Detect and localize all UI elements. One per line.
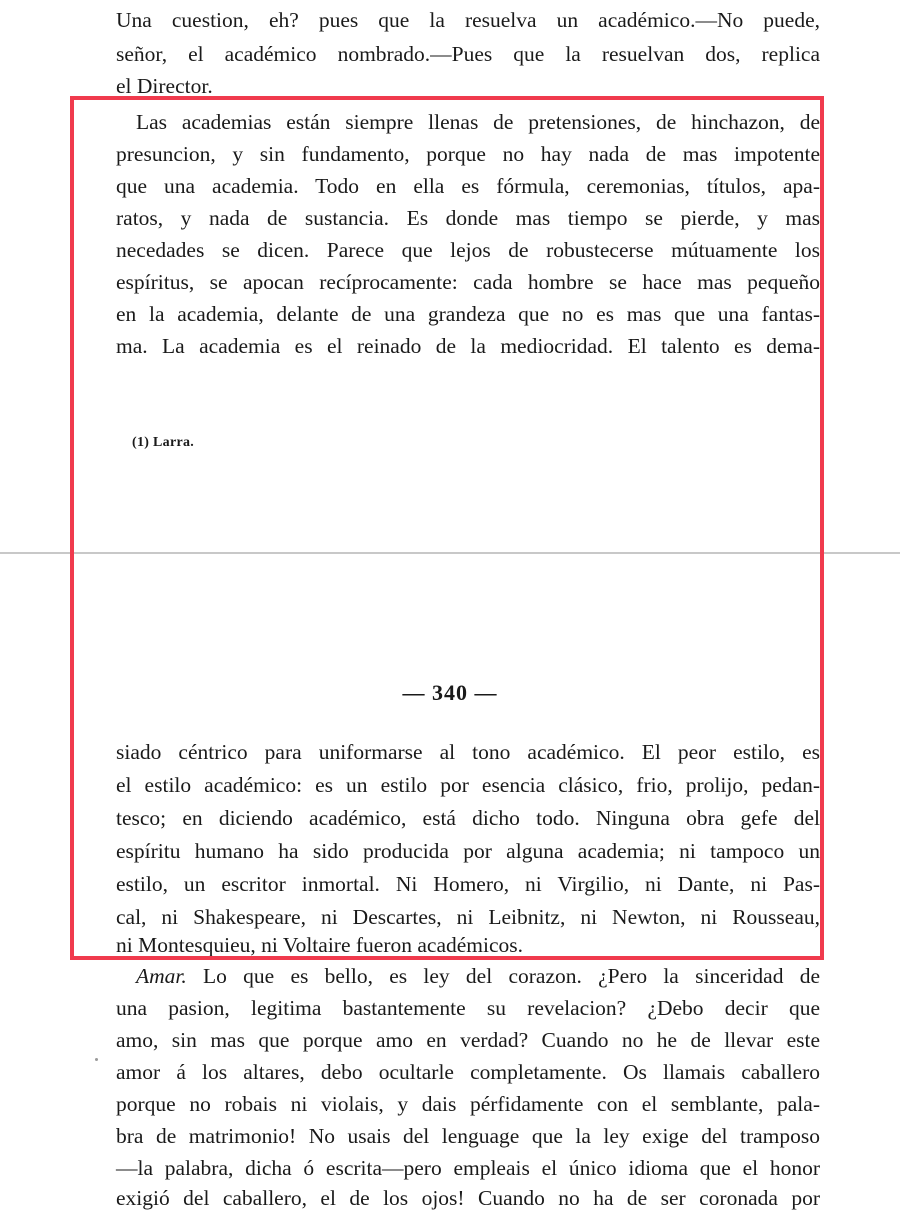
text-line: amo, sin mas que porque amo en verdad? Cuando no he de llevar este — [116, 1028, 820, 1052]
text-line: Una cuestion, eh? pues que la resuelva un académico.—No puede, — [116, 8, 820, 32]
footnote: (1) Larra. — [132, 435, 195, 450]
text-line: en la academia, delante de una grandeza que no es mas que una fantas- — [116, 302, 820, 326]
text-line: exigió del caballero, el de los ojos! Cuando no ha de ser coronada por — [116, 1186, 820, 1210]
text-line: estilo, un escritor inmortal. Ni Homero, ni Virgilio, ni Dante, ni Pas- — [116, 872, 820, 896]
page-number: — 340 — — [402, 680, 498, 705]
text-line: tesco; en diciendo académico, está dicho todo. Ninguna obra gefe del — [116, 806, 820, 830]
text-line-rest: Lo que es bello, es ley del corazon. ¿Pero la sinceridad de — [186, 964, 820, 988]
text-line: espíritu humano ha sido producida por alguna academia; ni tampoco un — [116, 839, 820, 863]
text-line: ma. La academia es el reinado de la mediocridad. El talento es dema- — [116, 334, 820, 358]
text-line: siado céntrico para uniformarse al tono académico. El peor estilo, es — [116, 740, 820, 764]
text-line: amor á los altares, debo ocultarle completamente. Os llamais caballero — [116, 1060, 820, 1084]
text-line: necedades se dicen. Parece que lejos de robustecerse mútuamente los — [116, 238, 820, 262]
page-divider — [0, 552, 900, 554]
text-line: espíritus, se apocan recíprocamente: cada hombre se hace mas pequeño — [116, 270, 820, 294]
text-line: porque no robais ni violais, y dais pérfidamente con el semblante, pala- — [116, 1092, 820, 1116]
text-line: Las academias están siempre llenas de pretensiones, de hinchazon, de — [136, 110, 820, 134]
text-line: el Director. — [116, 74, 213, 98]
text-line — [136, 962, 820, 990]
text-line: cal, ni Shakespeare, ni Descartes, ni Leibnitz, ni Newton, ni Rousseau, — [116, 905, 820, 929]
text-line: —la palabra, dicha ó escrita—pero empleais el único idioma que el honor — [116, 1156, 820, 1180]
text-line: que una academia. Todo en ella es fórmula, ceremonias, títulos, apa- — [116, 174, 820, 198]
italic-lead: Amar. — [136, 964, 187, 988]
text-line: señor, el académico nombrado.—Pues que la resuelvan dos, replica — [116, 42, 820, 66]
text-line: una pasion, legitima bastantemente su revelacion? ¿Debo decir que — [116, 996, 820, 1020]
text-line: ni Montesquieu, ni Voltaire fueron académicos. — [116, 933, 524, 957]
text-line: bra de matrimonio! No usais del lenguage que la ley exige del tramposo — [116, 1124, 820, 1148]
text-line: presuncion, y sin fundamento, porque no hay nada de mas impotente — [116, 142, 820, 166]
margin-speck — [95, 1058, 98, 1061]
text-line: ratos, y nada de sustancia. Es donde mas tiempo se pierde, y mas — [116, 206, 820, 230]
text-line: el estilo académico: es un estilo por esencia clásico, frio, prolijo, pedan- — [116, 773, 820, 797]
